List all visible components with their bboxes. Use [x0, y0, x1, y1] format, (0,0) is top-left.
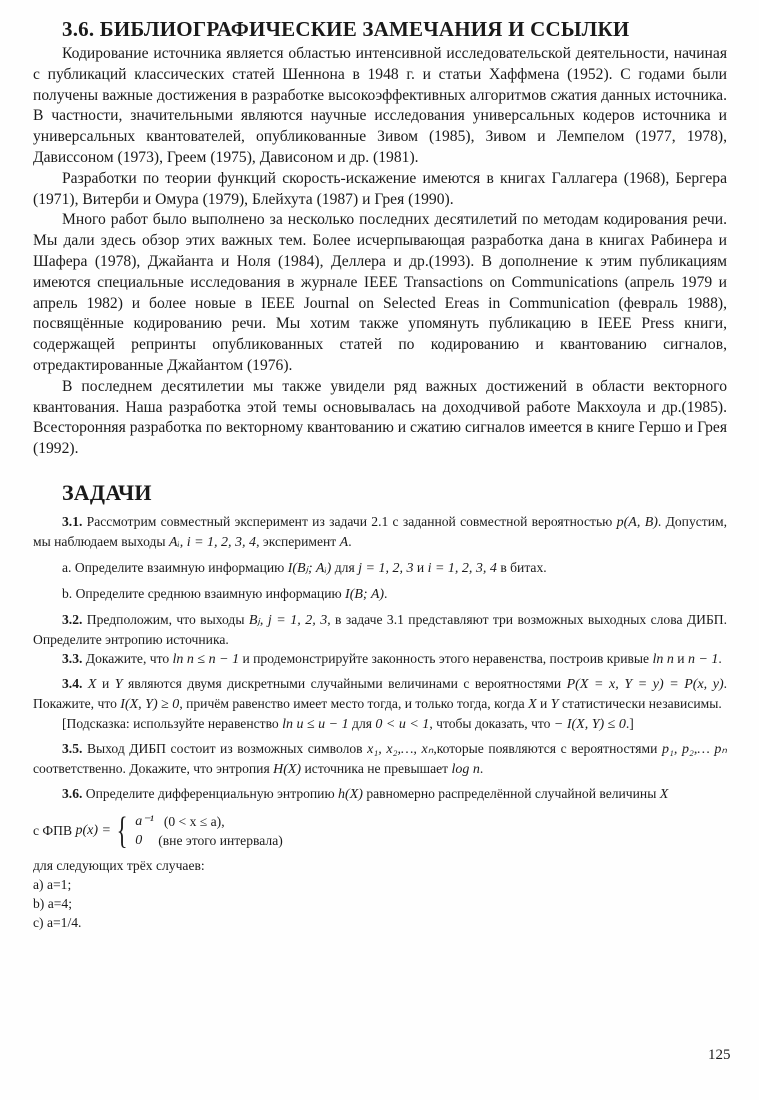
- formula: x₁, x₂,…, xₙ: [367, 741, 434, 757]
- case-item: a) a=1;: [33, 876, 72, 892]
- task-3-1-a: [33, 558, 727, 578]
- hint-text: , чтобы доказать, что: [429, 715, 551, 731]
- hint-text: [Подсказка: используйте неравенство: [62, 715, 279, 731]
- task-number: 3.1.: [62, 513, 83, 529]
- formula: Aᵢ, i = 1, 2, 3, 4: [168, 534, 257, 550]
- task-number: 3.6.: [62, 785, 83, 801]
- hint-text: для: [352, 715, 372, 731]
- pdf-cases: [135, 812, 283, 850]
- task-text: и: [101, 675, 110, 691]
- task-text: и: [677, 650, 685, 666]
- formula: X: [528, 696, 537, 712]
- task-3-6: [33, 784, 727, 804]
- formula: I(B; A): [345, 586, 385, 602]
- formula: X: [659, 786, 669, 802]
- task-text: ,которые появляются с вероятностями: [433, 740, 658, 756]
- section-heading: 3.6. БИБЛИОГРАФИЧЕСКИЕ ЗАМЕЧАНИЯ И ССЫЛКИ: [62, 17, 630, 41]
- case-item: c) a=1/4.: [33, 914, 82, 930]
- paragraph-4: В последнем десятилетии мы также увидели ряд важных достижений в области векторного квантования. Наша разработка этой темы основывалась на доходчивой работе Макхоула и др.(1985). Всесторонняя разработка по векторному квантованию и сжатию сигналов имеется в книге Гершо и Грея (1992).: [33, 377, 727, 458]
- formula: I(Bⱼ; Aᵢ): [287, 560, 332, 576]
- formula: p(x) =: [75, 823, 111, 839]
- formula: ln u ≤ u − 1: [282, 716, 349, 732]
- formula: Y: [550, 696, 559, 712]
- subtask-text: для: [334, 559, 355, 575]
- task-text: . Покажите, что: [33, 675, 728, 711]
- cases-list: [33, 875, 727, 932]
- pdf-definition: [33, 809, 727, 852]
- task-3-1-b: [33, 584, 727, 604]
- pdf-case-2: [135, 831, 283, 850]
- paragraph-2: Разработки по теории функций скорость-искажение имеются в книгах Галлагера (1968), Бергера (1971), Витерби и Омура (1979), Блейхута (1987) и Грея (1990).: [33, 169, 727, 208]
- formula: i = 1, 2, 3, 4: [427, 560, 497, 576]
- formula: h(X): [338, 786, 363, 802]
- task-text: Докажите, что: [85, 650, 170, 666]
- case-item: b) a=4;: [33, 895, 72, 911]
- task-text: и: [540, 695, 548, 711]
- task-text: , в задаче 3.1 представляют три возможных выходных слова ДИБП. Определите энтропию источника.: [33, 611, 727, 647]
- paragraph-1: Кодирование источника является областью интенсивной исследовательской деятельности, начиная с публикаций классических статей Шеннона в 1948 г. и статьи Хаффмена (1952). С годами были получены важные достижения в разработке высокоэффективных алгоритмов сжатия данных источника. В частности, значительными являются научные исследования универсальных кодеров источника и универсальных квантователей, опубликованные Зивом (1985), Зивом и Лемпелом (1977, 1978), Дависсоном (1973), Греем (1975), Дависоном и др. (1981).: [33, 45, 727, 166]
- task-text: равномерно распределённой случайной величины: [366, 785, 657, 801]
- task-text: и продемонстрируйте законность этого неравенства, построив кривые: [242, 650, 650, 666]
- formula: A: [339, 534, 349, 550]
- left-brace-icon: {: [116, 809, 128, 852]
- formula: P(X = x, Y = y) = P(x, y): [566, 676, 724, 692]
- tasks-list: [33, 512, 727, 932]
- subtask-text: в битах.: [500, 559, 547, 575]
- task-text: являются двумя дискретными случайными величинами с вероятностями: [128, 675, 562, 691]
- formula: ln n: [652, 651, 674, 667]
- task-text: Определите дифференциальную энтропию: [85, 785, 335, 801]
- subtask-text: a. Определите взаимную информацию: [62, 559, 285, 575]
- formula: p₁, p₂,… pₙ: [661, 741, 727, 757]
- formula: a⁻¹: [135, 813, 154, 829]
- paragraph-3: Много работ было выполнено за несколько последних десятилетий по методам кодирования речи. Мы дали здесь обзор этих важных тем. Более исчерпывающая разработка дана в книгах Рабинера и Шафера (1978), Джайанта и Ноля (1984), Деллера и др.(1993). В дополнение к этим публикациям имеются специальные исследования в журнале IEEE Transactions on Communications (апрель 1979 и апрель 1982) и более новые в IEEE Journal on Selected Ereas in Communication (февраль 1988), посвящённые кодированию речи. Мы хотим также упомянуть публикацию в IEEE Press книги, содержащей репринты опубликованных статей по кодированию и квантованию сигналов, отредактированные Джайантом (1976).: [33, 211, 727, 374]
- task-3-2: [33, 610, 727, 649]
- task-text: статистически независимы.: [561, 695, 722, 711]
- formula: 0: [135, 832, 143, 848]
- task-text: Выход ДИБП состоит из возможных символов: [86, 740, 363, 756]
- formula: I(X, Y) ≥ 0: [120, 696, 180, 712]
- subtask-text: и: [416, 559, 425, 575]
- task-text: .: [348, 533, 352, 549]
- formula: − I(X, Y) ≤ 0: [553, 716, 626, 732]
- task-text: Рассмотрим совместный эксперимент из задачи 2.1 с заданной совместной вероятностью: [86, 513, 613, 529]
- formula: X: [87, 676, 97, 692]
- formula: ln n ≤ n − 1: [172, 651, 240, 667]
- task-number: 3.5.: [62, 740, 83, 756]
- task-text: . Допустим, мы наблюдаем выходы: [33, 513, 727, 549]
- formula: 0 < u < 1: [375, 716, 430, 732]
- task-text: .: [718, 650, 722, 666]
- subtask-text: b. Определите среднюю взаимную информацию: [62, 585, 342, 601]
- task-3-1: [33, 512, 727, 552]
- case-condition: (вне этого интервала): [158, 832, 283, 848]
- formula: p(A, B): [616, 514, 658, 530]
- pdf-label: с ФПВ: [33, 823, 73, 839]
- task-3-4-hint: [33, 714, 727, 734]
- task-text: Предположим, что выходы: [86, 611, 245, 627]
- pdf-case-1: [135, 812, 283, 831]
- page-content: [33, 16, 727, 932]
- formula: log n: [451, 761, 480, 777]
- formula: H(X): [273, 761, 302, 777]
- task-3-3: [33, 649, 727, 669]
- task-text: источника не превышает: [304, 760, 449, 776]
- formula: j = 1, 2, 3: [358, 560, 414, 576]
- task-3-4: [33, 674, 727, 714]
- task-text: .: [479, 760, 484, 776]
- formula: Bⱼ, j = 1, 2, 3: [248, 612, 328, 628]
- case-condition: (0 < x ≤ a),: [163, 813, 225, 829]
- hint-text: .]: [625, 715, 634, 731]
- task-text: соответственно. Докажите, что энтропия: [33, 760, 270, 776]
- task-3-5: [33, 739, 727, 779]
- task-text: , причём равенство имеет место тогда, и только тогда, когда: [179, 695, 525, 711]
- task-number: 3.4.: [62, 675, 83, 691]
- task-number: 3.3.: [62, 650, 83, 666]
- subtask-text: .: [384, 585, 388, 601]
- formula: Y: [114, 676, 123, 692]
- task-text: , эксперимент: [256, 533, 337, 549]
- cases-intro: для следующих трёх случаев:: [33, 857, 205, 873]
- tasks-heading: ЗАДАЧИ: [62, 479, 152, 505]
- task-number: 3.2.: [62, 611, 83, 627]
- formula: n − 1: [687, 651, 719, 667]
- page-number: 125: [708, 1047, 731, 1063]
